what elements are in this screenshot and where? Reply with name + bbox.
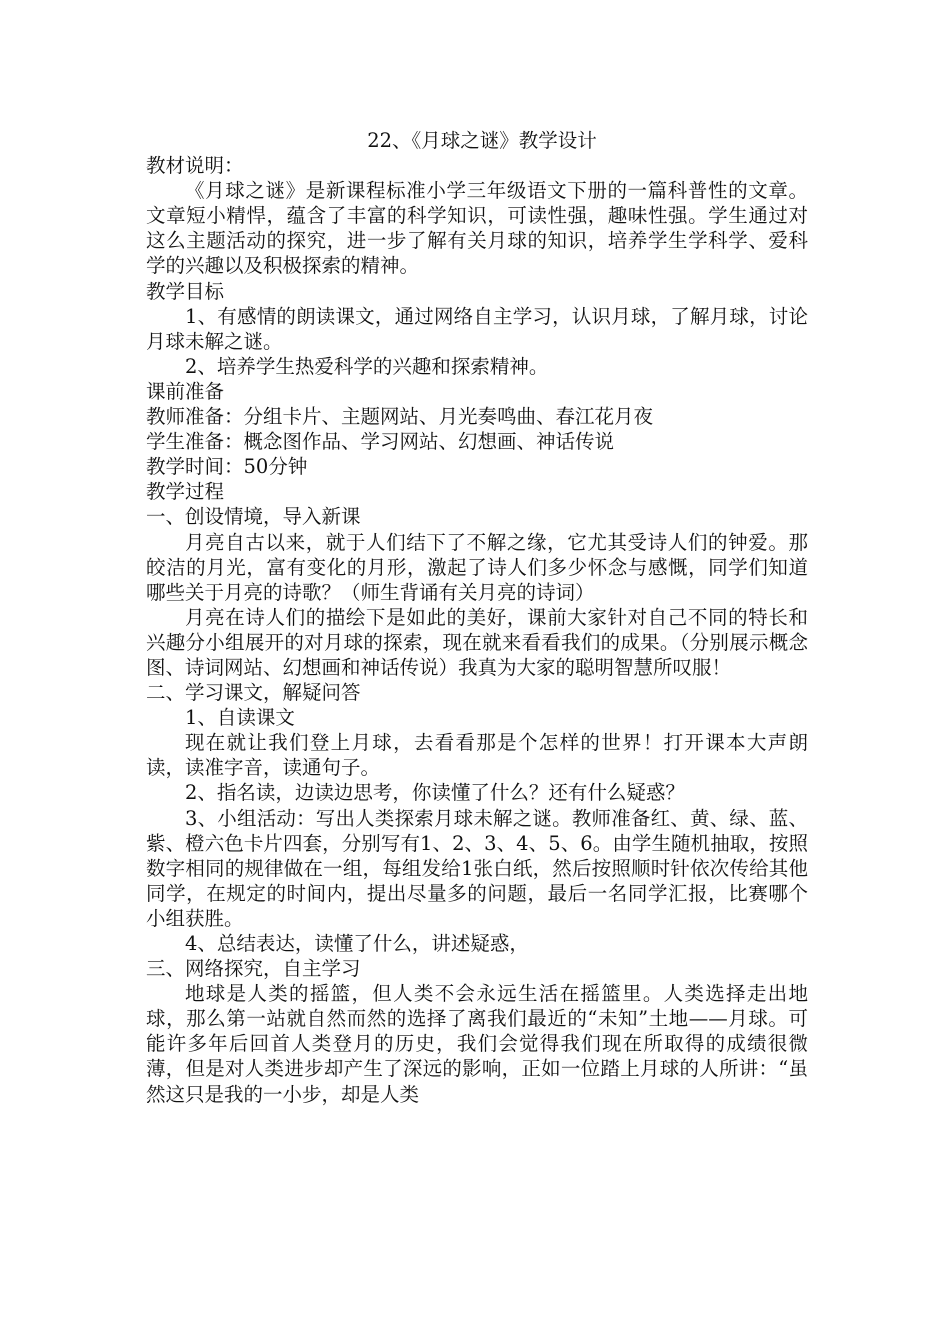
step2-sub-2: 2、指名读，边读边思考，你读懂了什么？还有什么疑惑？ xyxy=(185,781,685,805)
goals-heading: 教学目标 xyxy=(146,279,225,303)
step2-heading: 二、学习课文，解疑问答 xyxy=(146,681,361,705)
material-heading: 教材说明： xyxy=(146,154,244,178)
student-prep: 学生准备：概念图作品、学习网站、幻想画、神话传说 xyxy=(146,430,615,454)
step3-heading: 三、网络探究，自主学习 xyxy=(146,957,361,981)
step2-paragraph-1: 现在就让我们登上月球，去看看那是个怎样的世界！打开课本大声朗读，读准字音，读通句子。 xyxy=(146,731,808,780)
process-heading: 教学过程 xyxy=(146,480,225,504)
document-page xyxy=(146,128,808,1107)
document-title: 22、《月球之谜》教学设计 xyxy=(367,129,597,152)
goal-item-1: 1、有感情的朗读课文，通过网络自主学习，认识月球，了解月球，讨论月球未解之谜。 xyxy=(146,304,808,353)
prep-heading: 课前准备 xyxy=(146,379,225,403)
step1-paragraph-1: 月亮自古以来，就于人们结下了不解之缘，它尤其受诗人们的钟爱。那皎洁的月光，富有变化的月形，激起了诗人们多少怀念与感慨，同学们知道哪些关于月亮的诗歌？（师生背诵有关月亮的诗词） xyxy=(146,530,808,604)
step3-paragraph-1: 地球是人类的摇篮，但人类不会永远生活在摇篮里。人类选择走出地球，那么第一站就自然而然的选择了离我们最近的“未知”土地——月球。可能许多年后回首人类登月的历史，我们会觉得我们现在所取得的成绩很微薄，但是对人类进步却产生了深远的影响，正如一位踏上月球的人所讲：“虽然这只是我的一小步，却是人类 xyxy=(146,982,808,1106)
step1-paragraph-2: 月亮在诗人们的描绘下是如此的美好，课前大家针对自己不同的特长和兴趣分小组展开的对月球的探索，现在就来看看我们的成果。（分别展示概念图、诗词网站、幻想画和神话传说）我真为大家的聪明智慧所叹服！ xyxy=(146,605,808,679)
step2-sub-1: 1、自读课文 xyxy=(185,706,295,730)
step2-sub-3: 3、小组活动：写出人类探索月球未解之谜。教师准备红、黄、绿、蓝、紫、橙六色卡片四套，分别写有1、2、3、4、5、6。由学生随机抽取，按照数字相同的规律做在一组，每组发给1张白纸，然后按照顺时针依次传给其他同学，在规定的时间内，提出尽量多的问题，最后一名同学汇报，比赛哪个小组获胜。 xyxy=(146,806,808,930)
material-paragraph: 《月球之谜》是新课程标准小学三年级语文下册的一篇科普性的文章。文章短小精悍，蕴含了丰富的科学知识，可读性强，趣味性强。学生通过对这么主题活动的探究，进一步了解有关月球的知识，培养学生学科学、爱科学的兴趣以及积极探索的精神。 xyxy=(146,179,808,278)
teaching-time: 教学时间：50分钟 xyxy=(146,455,308,479)
goal-item-2: 2、培养学生热爱科学的兴趣和探索精神。 xyxy=(185,354,549,378)
teacher-prep: 教师准备：分组卡片、主题网站、月光奏鸣曲、春江花月夜 xyxy=(146,405,654,429)
step1-heading: 一、创设情境，导入新课 xyxy=(146,505,361,529)
step2-sub-4: 4、总结表达，读懂了什么，讲述疑惑， xyxy=(185,932,529,955)
